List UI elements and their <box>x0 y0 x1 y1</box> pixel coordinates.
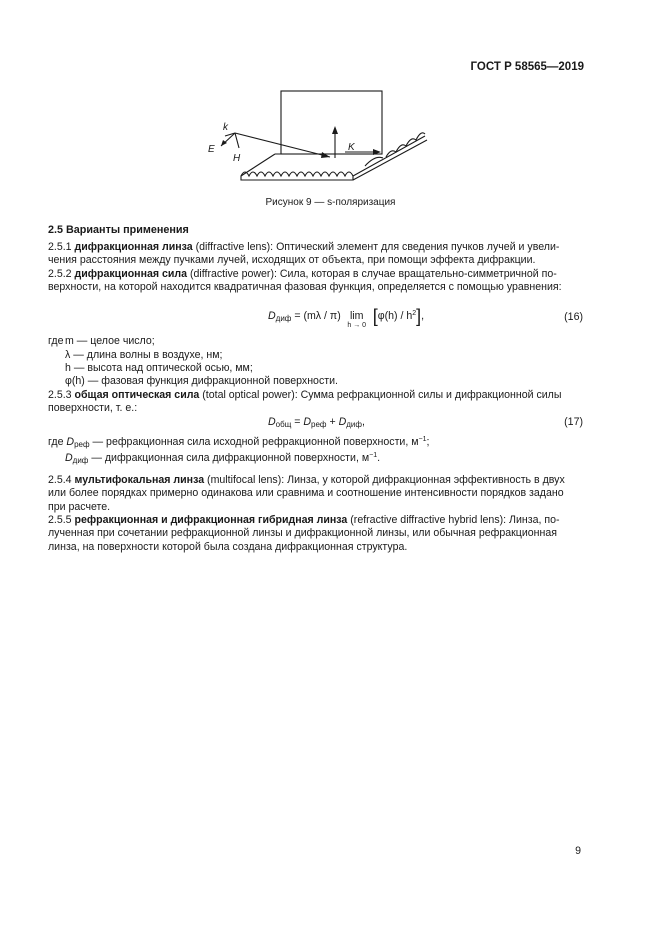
where17-line1: где $D_{реф}$ — рефракционная сила исходной рефракционной поверхности, $м^{-1}$; <box>48 436 430 449</box>
h-label: H <box>233 153 241 164</box>
grating-k-label: K <box>348 142 355 153</box>
where-h: h — высота над оптической осью, мм; <box>65 362 253 374</box>
equation-16: $D_{диф} = (m\lambda / \pi)$ lim h → 0 $[\varphi(h) / h^2]$, <box>268 306 425 329</box>
figure-caption: Рисунок 9 — s-поляризация <box>265 197 396 208</box>
where-intro: где <box>48 335 64 347</box>
page-number: 9 <box>575 845 581 857</box>
term-2-5-1: 2.5.1 дифракционная линза (diffractive lens): Оптический элемент для сведения пучков лучей и увели- чения расстояния между пучками лучей, исходящих от объекта, при помощи эффекта дифракции. <box>48 241 560 267</box>
e-label: E <box>208 144 215 155</box>
s-polarization-figure <box>205 88 435 196</box>
term-2-5-4: 2.5.4 мультифокальная линза (multifocal lens): Линза, у которой дифракционная эффективность в двух или более порядках примерно одинакова или сравнима и соотношение интенсивности порядков задано при расчете. <box>48 474 565 513</box>
figure-block <box>281 91 382 154</box>
where17-line2: $D_{диф}$ — дифракционная сила дифракционной поверхности, $м^{-1}$. <box>65 452 381 465</box>
diffraction-grating <box>241 172 353 180</box>
where-phi: φ(h) — фазовая функция дифракционной поверхности. <box>65 375 338 387</box>
term-name: дифракционная сила <box>74 268 188 280</box>
term-name: мультифокальная линза <box>74 474 205 486</box>
where-m: m — целое число; <box>65 335 155 347</box>
term-2-5-5: 2.5.5 рефракционная и дифракционная гибридная линза (refractive diffractive hybrid lens): Линза, по- лученная при сочетании рефракционной линзы и дифракционной линзы, или обычная рефракционная линза, на поверхности которой была создана дифракционная структура. <box>48 514 560 553</box>
equation-number-16: (16) <box>564 311 583 323</box>
term-name: дифракционная линза <box>74 241 193 253</box>
term-2-5-2: 2.5.2 дифракционная сила (diffractive power): Сила, которая в случае вращательно-симметричной по- верхности, на которой находится квадратичная фазовая функция, определяется с помощью уравнения: <box>48 268 562 294</box>
term-2-5-3: 2.5.3 общая оптическая сила (total optical power): Сумма рефракционной силы и дифракционной силы поверхности, т. е.: <box>48 389 562 415</box>
standard-header: ГОСТ Р 58565—2019 <box>470 61 584 73</box>
where-lambda: λ — длина волны в воздухе, нм; <box>65 349 223 361</box>
h-vector <box>235 133 239 148</box>
term-name: рефракционная и дифракционная гибридная линза <box>74 514 348 526</box>
equation-number-17: (17) <box>564 416 583 428</box>
equation-17: $D_{общ} = D_{реф} + D_{диф}$, <box>268 416 365 429</box>
term-name: общая оптическая сила <box>74 389 200 401</box>
k-label: k <box>223 122 228 133</box>
section-title: 2.5 Варианты применения <box>48 224 189 236</box>
